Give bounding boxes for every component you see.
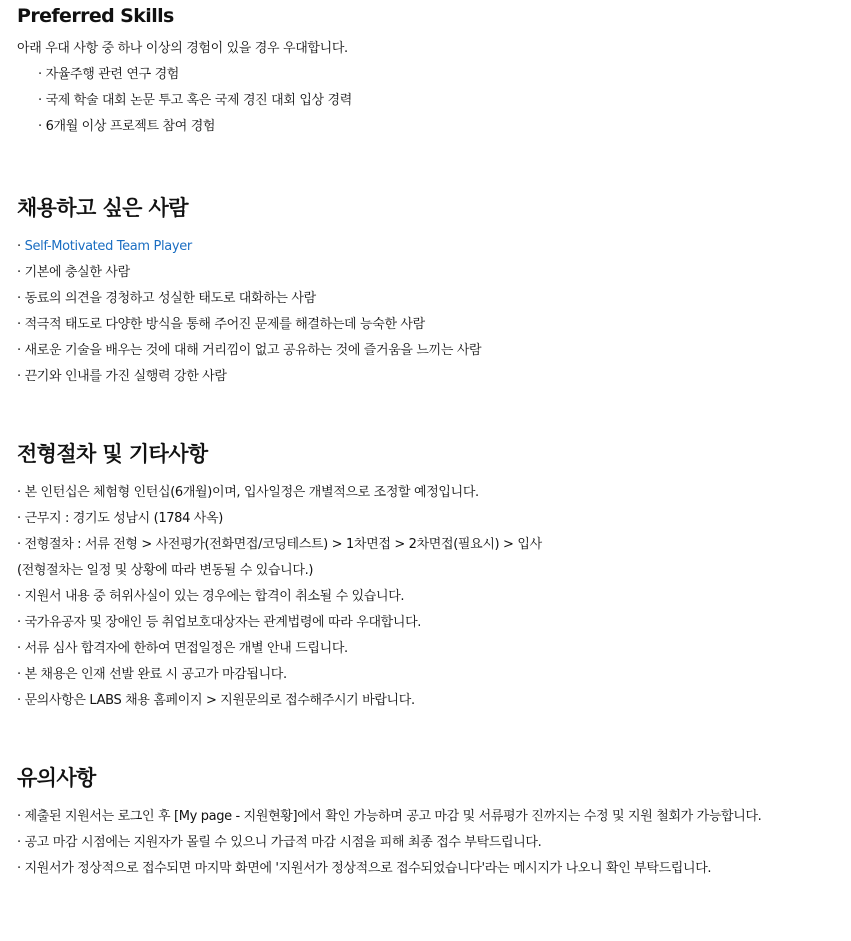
list-item: · 동료의 의견을 경청하고 성실한 태도로 대화하는 사람 (17, 291, 316, 306)
notice-heading: 유의사항 (17, 766, 96, 790)
list-item: · 전형절차 : 서류 전형 > 사전평가(전화면접/코딩테스트) > 1차면접 > 2차면접(필요시) > 입사 (17, 537, 542, 552)
bullet: · (17, 239, 25, 254)
notice-list (17, 804, 837, 882)
list-item: · 기본에 충실한 사람 (17, 265, 130, 280)
wanted-person-heading: 채용하고 싶은 사람 (17, 196, 188, 220)
list-item: · 서류 심사 합격자에 한하여 면접일정은 개별 안내 드립니다. (17, 641, 348, 656)
preferred-skills-list (17, 62, 837, 140)
list-item: · 본 채용은 인재 선발 완료 시 공고가 마감됩니다. (17, 667, 287, 682)
list-item: · 6개월 이상 프로젝트 참여 경험 (38, 119, 216, 134)
list-item: · 지원서 내용 중 허위사실이 있는 경우에는 합격이 취소될 수 있습니다. (17, 589, 405, 604)
list-item-highlight (17, 234, 837, 260)
list-item: · 적극적 태도로 다양한 방식을 통해 주어진 문제를 해결하는데 능숙한 사람 (17, 317, 425, 332)
list-item: · 지원서가 정상적으로 접수되면 마지막 화면에 '지원서가 정상적으로 접수되었습니다'라는 메시지가 나오니 확인 부탁드립니다. (17, 861, 712, 876)
preferred-skills-heading: Preferred Skills (17, 5, 174, 27)
list-item: · 본 인턴십은 체험형 인턴십(6개월)이며, 입사일정은 개별적으로 조정할 예정입니다. (17, 485, 479, 500)
list-item: · 국제 학술 대회 논문 투고 혹은 국제 경진 대회 입상 경력 (38, 93, 352, 108)
highlight-text: Self-Motivated Team Player (24, 239, 192, 254)
list-item: · 끈기와 인내를 가진 실행력 강한 사람 (17, 369, 227, 384)
list-item-note: (전형절차는 일정 및 상황에 따라 변동될 수 있습니다.) (17, 563, 314, 578)
list-item: · 공고 마감 시점에는 지원자가 몰릴 수 있으니 가급적 마감 시점을 피해 최종 접수 부탁드립니다. (17, 835, 542, 850)
wanted-person-list (17, 234, 837, 390)
process-heading: 전형절차 및 기타사항 (17, 442, 208, 466)
job-posting-document (17, 0, 837, 882)
list-item: · 근무지 : 경기도 성남시 (1784 사옥) (17, 511, 223, 526)
preferred-skills-intro: 아래 우대 사항 중 하나 이상의 경험이 있을 경우 우대합니다. (17, 41, 348, 56)
list-item: · 문의사항은 LABS 채용 홈페이지 > 지원문의로 접수해주시기 바랍니다. (17, 693, 415, 708)
list-item: · 새로운 기술을 배우는 것에 대해 거리낌이 없고 공유하는 것에 즐거움을 느끼는 사람 (17, 343, 482, 358)
process-list (17, 480, 837, 714)
list-item: · 제출된 지원서는 로그인 후 [My page - 지원현황]에서 확인 가능하며 공고 마감 및 서류평가 진까지는 수정 및 지원 철회가 가능합니다. (17, 809, 762, 824)
list-item: · 국가유공자 및 장애인 등 취업보호대상자는 관계법령에 따라 우대합니다. (17, 615, 422, 630)
list-item: · 자율주행 관련 연구 경험 (38, 67, 179, 82)
